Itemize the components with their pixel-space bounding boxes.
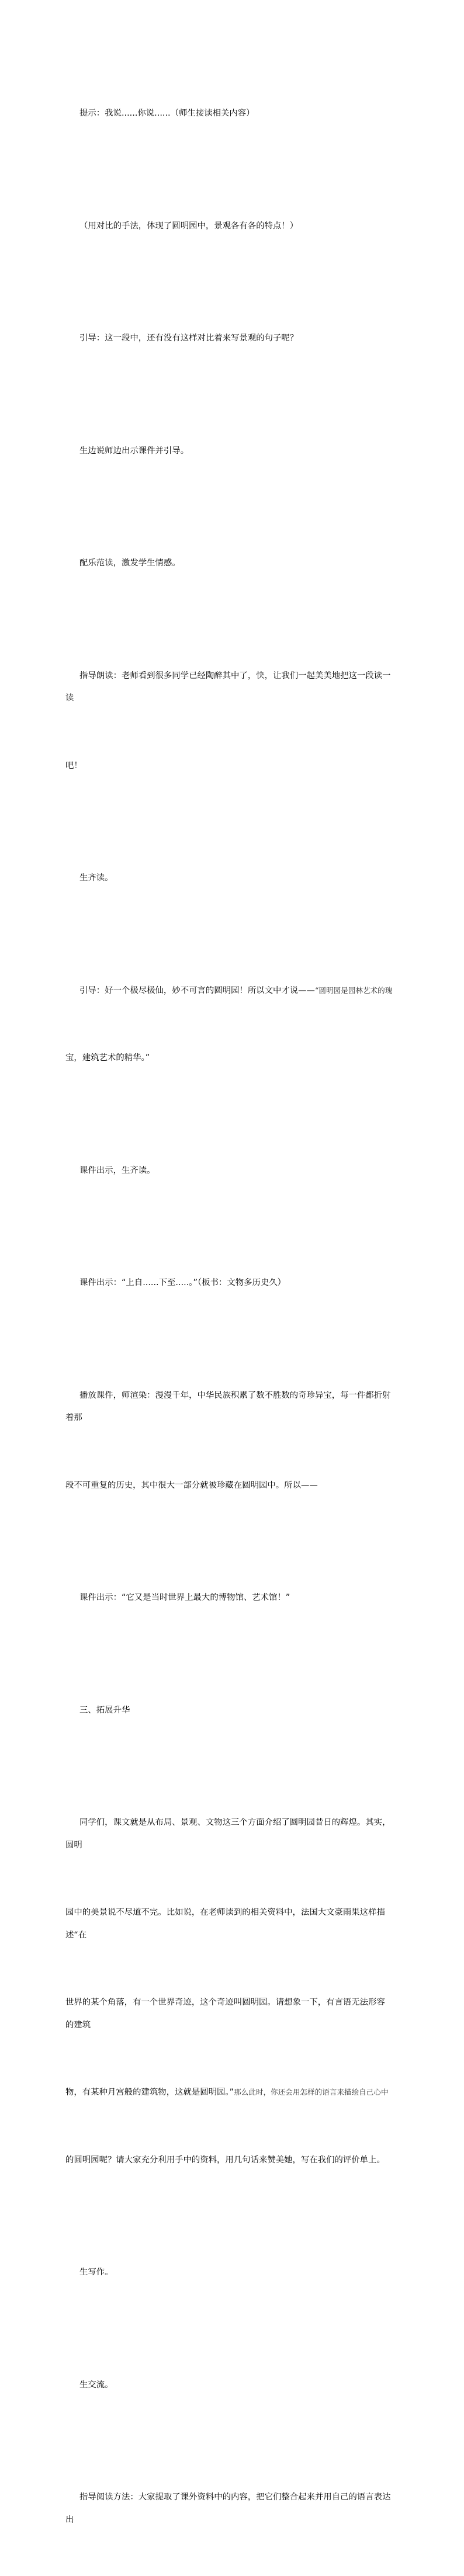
paragraph-line: （用对比的手法，体现了圆明园中，景观各有各的特点！） bbox=[79, 221, 299, 231]
paragraph-line: 同学们，课文就是从布局、景观、文物这三个方面介绍了圆明园昔日的辉煌。其实，圆明 bbox=[65, 1818, 391, 1850]
paragraph-line: 生交流。 bbox=[79, 2380, 113, 2390]
paragraph-courseware-guide bbox=[65, 395, 393, 508]
paragraph-line: 课件出示：“上自......下至.....。”（板书：文物多历史久） bbox=[79, 1278, 286, 1287]
paragraph-line: 播放课件，师渲染：漫漫千年，中华民族积累了数不胜数的奇珍异宝，每一件都折射着那 bbox=[65, 1390, 391, 1422]
paragraph-line: 世界的某个角落，有一个世界奇迹，这个奇迹叫圆明园。请想象一下，有言语无法形容的建筑 bbox=[65, 1998, 385, 2030]
paragraph-line: 吧！ bbox=[65, 761, 82, 770]
paragraph-line: 生写作。 bbox=[79, 2268, 113, 2277]
paragraph-student-writing bbox=[65, 2216, 393, 2329]
paragraph-line: 生齐读。 bbox=[79, 873, 113, 883]
paragraph-extension bbox=[65, 1766, 393, 2216]
paragraph-reading-guidance bbox=[65, 620, 393, 822]
paragraph-line: 指导朗读：老师看到很多同学已经陶醉其中了，快，让我们一起美美地把这一段读一读 bbox=[65, 671, 391, 703]
paragraph-line bbox=[65, 2081, 393, 2104]
paragraph-tail-text: 那么此时，你还会用怎样的语言来描绘自己心中 bbox=[234, 2088, 389, 2096]
paragraph-line: 的圆明园呢？请大家充分利用手中的资料，用几句话来赞美她，写在我们的评价单上。 bbox=[65, 2155, 385, 2165]
paragraph-line: 课件出示：“它又是当时世界上最大的博物馆、艺术馆！” bbox=[79, 1593, 290, 1602]
paragraph-line bbox=[65, 980, 393, 1002]
paragraph-group-reading bbox=[65, 822, 393, 935]
paragraph-text: 物，有某种月宫般的建筑物，这就是圆明园。” bbox=[65, 2088, 234, 2097]
paragraph-reading-method bbox=[65, 2441, 393, 2576]
paragraph-line: 配乐范读，激发学生情感。 bbox=[79, 558, 181, 568]
paragraph-music-reading bbox=[65, 507, 393, 620]
paragraph-student-exchange bbox=[65, 2329, 393, 2442]
paragraph-line: 宝，建筑艺术的精华。” bbox=[65, 1053, 150, 1063]
paragraph-contrast-note bbox=[65, 170, 393, 283]
paragraph-line: 引导：这一段中，还有没有这样对比着来写景观的句子呢？ bbox=[79, 334, 299, 343]
paragraph-line: 生边说师边出示课件并引导。 bbox=[79, 446, 189, 456]
paragraph-courseware-museum bbox=[65, 1542, 393, 1654]
paragraph-line: 指导阅读方法：大家提取了课外资料中的内容，把它们整合起来并用自己的语言表达出 bbox=[65, 2492, 391, 2525]
paragraph-line: 三、拓展升华 bbox=[79, 1705, 130, 1715]
paragraph-line: 园中的美景说不尽道不完。比如说，在老师读到的相关资料中，法国大文豪雨果这样描述“在 bbox=[65, 1908, 385, 1940]
paragraph-guide-garden-art bbox=[65, 935, 393, 1115]
paragraph-guide-question bbox=[65, 282, 393, 395]
document-body bbox=[65, 57, 393, 2576]
paragraph-text: 引导：好一个极尽极仙，妙不可言的圆明园！所以文中才说—— bbox=[79, 985, 315, 995]
paragraph-teacher-narration bbox=[65, 1339, 393, 1542]
paragraph-courseware-blackboard bbox=[65, 1227, 393, 1339]
paragraph-line: 提示：我说......你说......（师生接读相关内容） bbox=[79, 109, 255, 118]
paragraph-hint bbox=[65, 57, 393, 170]
quoted-text: “圆明园是园林艺术的瑰 bbox=[314, 985, 393, 995]
paragraph-line: 课件出示，生齐读。 bbox=[79, 1165, 155, 1175]
section-heading bbox=[65, 1654, 393, 1767]
paragraph-courseware-read bbox=[65, 1115, 393, 1227]
paragraph-line: 段不可重复的历史，其中很大一部分就被珍藏在圆明园中。所以—— bbox=[65, 1480, 318, 1490]
